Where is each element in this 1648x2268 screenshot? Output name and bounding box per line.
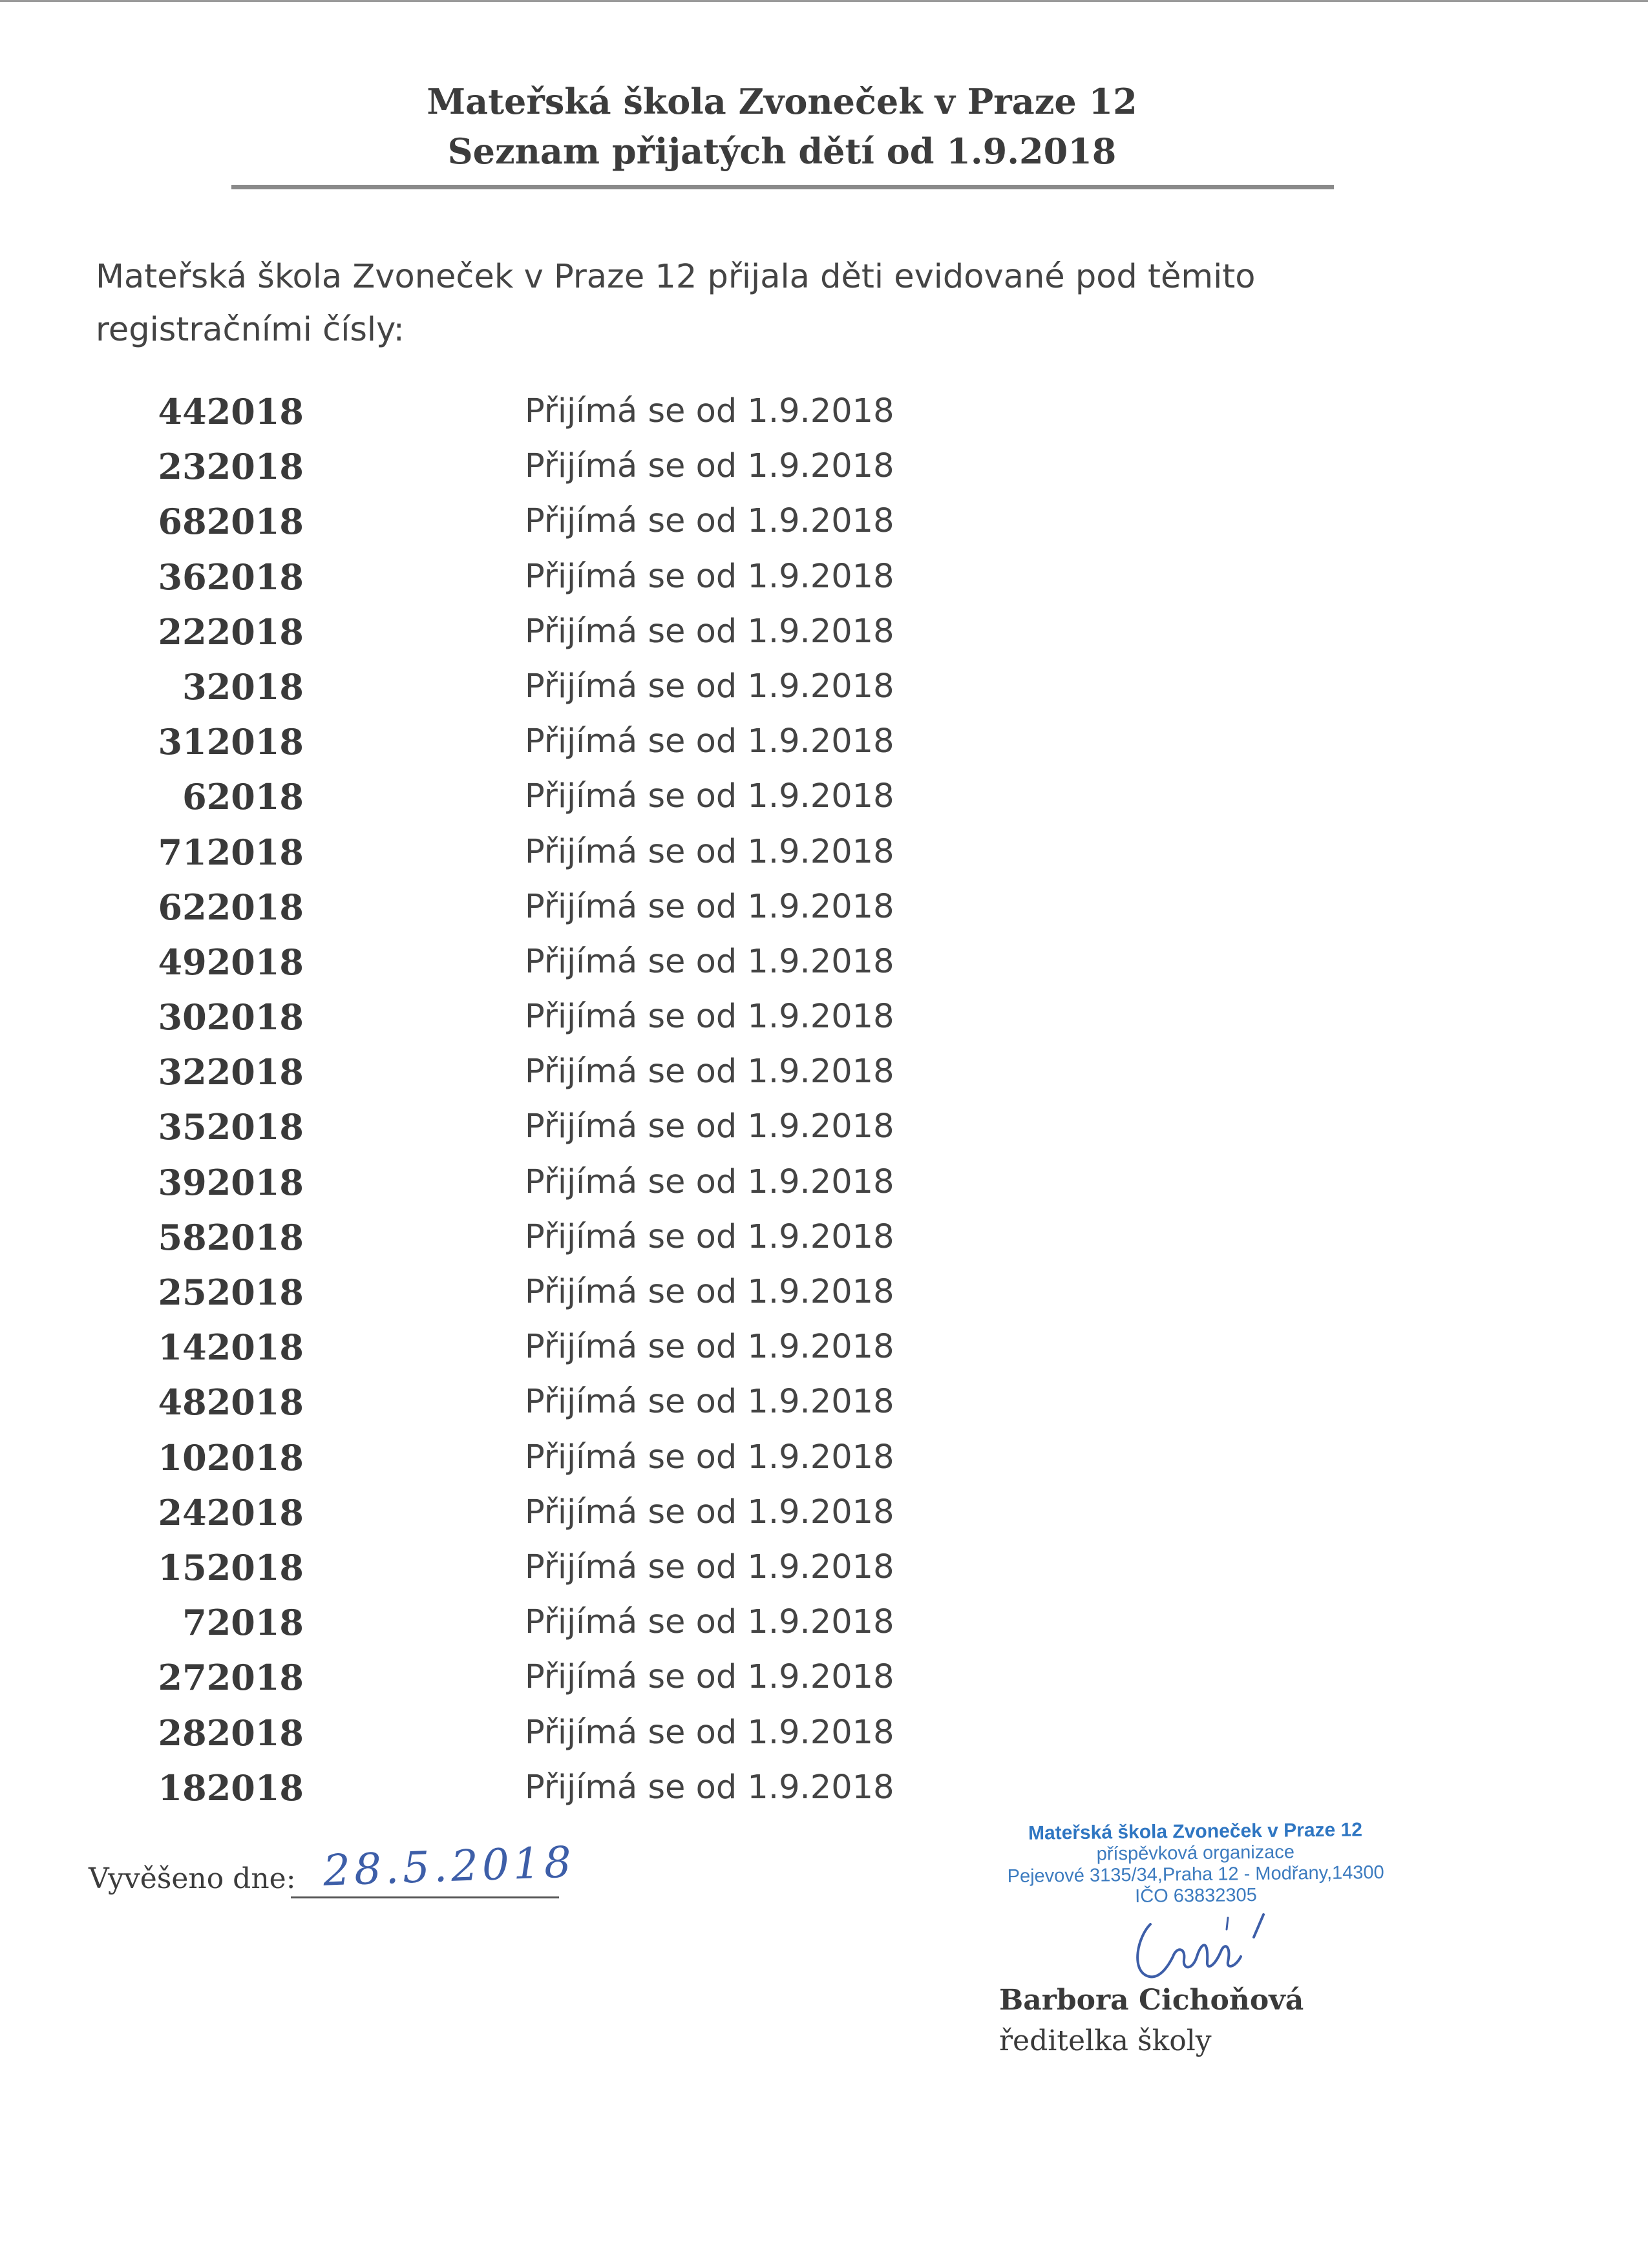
document-subtitle: Seznam přijatých dětí od 1.9.2018 xyxy=(447,131,1117,172)
admission-status: Přijímá se od 1.9.2018 xyxy=(525,1053,894,1091)
registration-number: 142018 xyxy=(158,1327,304,1369)
list-item xyxy=(0,887,1648,941)
intro-paragraph xyxy=(96,251,1324,357)
registration-number: 102018 xyxy=(158,1436,304,1478)
registration-number: 622018 xyxy=(158,886,304,928)
list-item xyxy=(0,1217,1648,1272)
list-item xyxy=(0,446,1648,501)
list-item xyxy=(0,1106,1648,1161)
registration-number: 362018 xyxy=(158,556,304,598)
list-item xyxy=(0,556,1648,611)
registration-number: 62018 xyxy=(182,776,304,818)
admission-status: Přijímá se od 1.9.2018 xyxy=(525,612,894,651)
posted-label: Vyvěšeno dne: xyxy=(89,1862,296,1895)
heading-underline xyxy=(231,185,1334,189)
registration-number: 312018 xyxy=(158,721,304,763)
registration-number: 582018 xyxy=(158,1216,304,1258)
list-item xyxy=(0,1272,1648,1327)
list-item xyxy=(0,1327,1648,1381)
registration-number: 442018 xyxy=(158,391,304,432)
list-item xyxy=(0,776,1648,831)
intro-line-2: registračními čísly: xyxy=(96,311,405,349)
registration-number: 352018 xyxy=(158,1106,304,1148)
admission-status: Přijímá se od 1.9.2018 xyxy=(525,942,894,981)
list-item xyxy=(0,996,1648,1051)
list-item xyxy=(0,941,1648,996)
list-item xyxy=(0,1602,1648,1657)
list-item xyxy=(0,1492,1648,1547)
admission-status: Přijímá se od 1.9.2018 xyxy=(525,1438,894,1476)
stamp-ico: IČO 63832305 xyxy=(1135,1885,1258,1907)
admission-status: Přijímá se od 1.9.2018 xyxy=(525,722,894,761)
list-item xyxy=(0,501,1648,556)
registration-number: 482018 xyxy=(158,1381,304,1423)
registration-number: 682018 xyxy=(158,501,304,543)
registration-number: 272018 xyxy=(158,1657,304,1699)
admission-status: Přijímá se od 1.9.2018 xyxy=(525,887,894,926)
registration-number: 72018 xyxy=(182,1602,304,1644)
list-item xyxy=(0,391,1648,446)
posted-date-handwritten: 28.5.2018 xyxy=(322,1837,576,1896)
admission-status: Přijímá se od 1.9.2018 xyxy=(525,1713,894,1752)
stamp-address: Pejevové 3135/34,Praha 12 - Modřany,14300 xyxy=(1007,1862,1384,1887)
handwritten-signature xyxy=(1125,1911,1293,1989)
list-item xyxy=(0,1437,1648,1492)
registration-number: 222018 xyxy=(158,611,304,653)
registration-number: 282018 xyxy=(158,1712,304,1754)
registration-number: 322018 xyxy=(158,1051,304,1093)
registration-number: 152018 xyxy=(158,1546,304,1588)
list-item xyxy=(0,721,1648,776)
intro-line-1: Mateřská škola Zvoneček v Praze 12 přijala děti evidované pod těmito xyxy=(96,258,1256,296)
admission-status: Přijímá se od 1.9.2018 xyxy=(525,777,894,816)
document-title: Mateřská škola Zvoneček v Praze 12 xyxy=(427,81,1137,122)
stamp-organization: příspěvková organizace xyxy=(1096,1842,1295,1865)
registration-number: 242018 xyxy=(158,1491,304,1533)
list-item xyxy=(0,1712,1648,1767)
admission-status: Přijímá se od 1.9.2018 xyxy=(525,832,894,871)
registration-list xyxy=(0,391,1648,1822)
list-item xyxy=(0,1381,1648,1436)
signatory-name: Barbora Cichoňová xyxy=(999,1984,1304,2017)
admission-status: Přijímá se od 1.9.2018 xyxy=(525,1493,894,1531)
admission-status: Přijímá se od 1.9.2018 xyxy=(525,1328,894,1367)
admission-status: Přijímá se od 1.9.2018 xyxy=(525,1217,894,1256)
admission-status: Přijímá se od 1.9.2018 xyxy=(525,1383,894,1422)
list-item xyxy=(0,1767,1648,1822)
admission-status: Přijímá se od 1.9.2018 xyxy=(525,998,894,1036)
list-item xyxy=(0,666,1648,721)
admission-status: Přijímá se od 1.9.2018 xyxy=(525,1603,894,1642)
registration-number: 392018 xyxy=(158,1161,304,1203)
list-item xyxy=(0,1657,1648,1712)
admission-status: Přijímá se od 1.9.2018 xyxy=(525,447,894,486)
signatory-role: ředitelka školy xyxy=(999,2024,1212,2057)
list-item xyxy=(0,1547,1648,1602)
admission-status: Přijímá se od 1.9.2018 xyxy=(525,557,894,596)
list-item xyxy=(0,1051,1648,1106)
admission-status: Přijímá se od 1.9.2018 xyxy=(525,667,894,706)
admission-status: Přijímá se od 1.9.2018 xyxy=(525,1548,894,1586)
registration-number: 302018 xyxy=(158,996,304,1038)
admission-status: Přijímá se od 1.9.2018 xyxy=(525,1658,894,1697)
admission-status: Přijímá se od 1.9.2018 xyxy=(525,1108,894,1146)
list-item xyxy=(0,1162,1648,1217)
admission-status: Přijímá se od 1.9.2018 xyxy=(525,1162,894,1201)
registration-number: 232018 xyxy=(158,446,304,488)
registration-number: 252018 xyxy=(158,1272,304,1313)
admission-status: Přijímá se od 1.9.2018 xyxy=(525,1768,894,1807)
posted-date-line xyxy=(291,1896,559,1898)
list-item xyxy=(0,611,1648,666)
school-stamp xyxy=(962,1818,1428,1909)
registration-number: 32018 xyxy=(182,666,304,708)
registration-number: 712018 xyxy=(158,831,304,873)
list-item xyxy=(0,832,1648,887)
stamp-school-name: Mateřská škola Zvoneček v Praze 12 xyxy=(1028,1819,1363,1844)
top-border-line xyxy=(0,0,1648,2)
registration-number: 182018 xyxy=(158,1767,304,1809)
admission-status: Přijímá se od 1.9.2018 xyxy=(525,1273,894,1311)
registration-number: 492018 xyxy=(158,941,304,983)
admission-status: Přijímá se od 1.9.2018 xyxy=(525,502,894,541)
admission-status: Přijímá se od 1.9.2018 xyxy=(525,392,894,430)
